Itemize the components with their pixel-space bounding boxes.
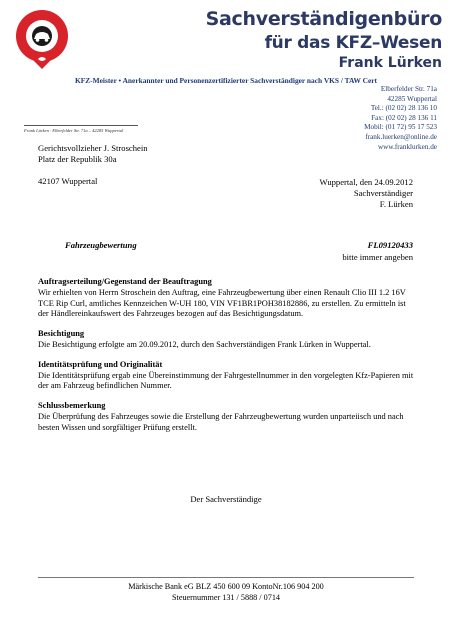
section-text: Die Besichtigung erfolgte am 20.09.2012, durch den Sachverständigen Frank Lürken in Wuppertal. [38,339,371,349]
footer-divider [38,577,414,578]
brand-title: Sachverständigenbüro [205,8,442,30]
date-block [320,177,413,210]
sender-role: Sachverständiger [353,188,413,198]
section-text: Die Identitätsprüfung ergab eine Übereinstimmung der Fahrgestellnummer in den vorgelegten Kfz-Papieren mit der am Fahrzeug befindlichen Nummer. [38,370,414,391]
recipient-city: 42107 Wuppertal [38,176,98,186]
reference-number: FL09120433 [367,240,413,250]
closing-signature: Der Sachverständige [190,494,262,504]
contact-phone: Tel.: (02 02) 28 136 10 [370,104,437,113]
brand-subtitle: für das KFZ–Wesen [264,33,442,53]
footer-bank: Märkische Bank eG BLZ 450 600 09 KontoNr.106 904 200 [128,582,324,591]
footer-tax: Steuernummer 131 / 5888 / 0714 [171,592,281,602]
red-circle-car-logo-icon [14,8,70,70]
section-text: Wir erhielten von Herrn Stroschein den Auftrag, eine Fahrzeugbewertung über einen Renault Clio III 1.2 16V TCE Rip Curl, amtliches Kennzeichen W-UH 180, VIN VF1BR1POH38182886, zu erstellen. Zu ermitteln ist der Händlereinkaufswert des Fahrzeuges bezogen auf das Besichtigungsdatum. [38,287,406,319]
contact-email: frank.luerken@online.de [365,132,437,141]
brand-owner: Frank Lürken [338,55,442,71]
contact-street: Elberfelder Str. 71a [380,85,437,93]
reference-hint: bitte immer angeben [342,252,413,262]
sender-divider [24,125,138,126]
subject-label: Fahrzeugbewertung [65,240,137,250]
recipient-address [38,143,148,187]
contact-block [364,85,437,152]
contact-website: www.franklurken.de [377,142,437,151]
sender-name: F. Lürken [379,199,413,209]
footer [0,582,452,603]
contact-city: 42285 Wuppertal [387,94,437,103]
section-heading: Auftragserteilung/Gegenstand der Beauftragung [38,277,212,286]
section-heading: Identitätsprüfung und Originalität [38,359,163,369]
recipient-name: Gerichtsvollzieher J. Stroschein [38,143,148,153]
contact-fax: Fax: (02 02) 28 136 11 [371,113,437,122]
sender-return-address: Frank Lürken · Elberfelder Str. 71a – 42285 Wuppertal [24,128,124,133]
contact-mobile: Mobil: (01 72) 95 17 523 [364,123,437,132]
section-heading: Schlussbemerkung [38,401,106,411]
recipient-spacer [38,165,148,176]
letter-body [38,277,416,443]
section-text: Die Überprüfung des Fahrzeuges sowie die Erstellung der Fahrzeugbewertung wurden unparteiisch und nach besten Wissen und sorgfältiger Prüfung erstellt. [38,411,404,432]
section-heading: Besichtigung [38,329,85,339]
recipient-street: Platz der Republik 30a [38,154,117,164]
letter-date: Wuppertal, den 24.09.2012 [319,177,413,187]
tagline: KFZ-Meister • Anerkannter und Personenzertifizierter Sachverständiger nach VKS / TAW Cert [74,76,377,85]
